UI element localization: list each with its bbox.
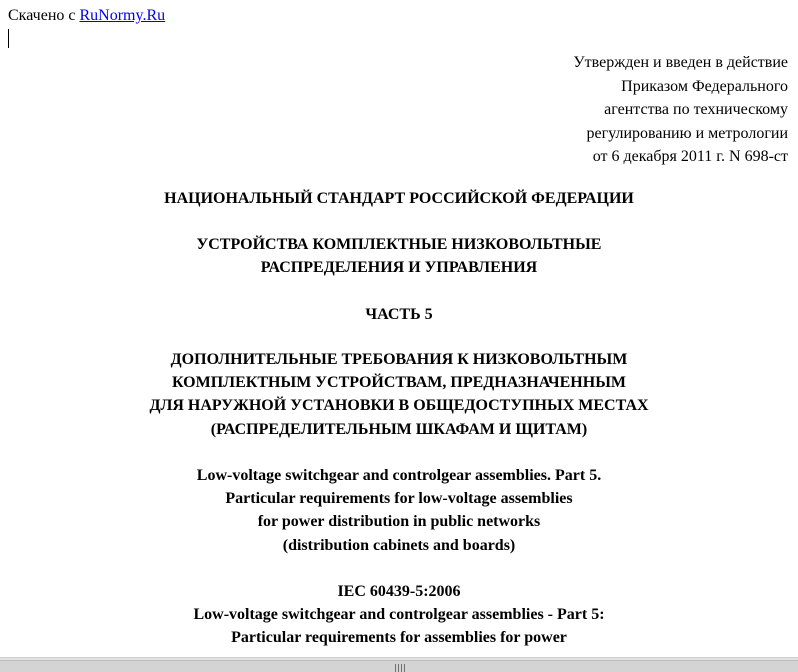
downloaded-from-line bbox=[8, 6, 165, 26]
product-title-line: РАСПРЕДЕЛЕНИЯ И УПРАВЛЕНИЯ bbox=[260, 259, 538, 277]
additional-title-line: КОМПЛЕКТНЫМ УСТРОЙСТВАМ, ПРЕДНАЗНАЧЕННЫМ bbox=[171, 374, 627, 392]
english-title-line: for power distribution in public networks bbox=[257, 513, 541, 531]
product-title bbox=[0, 233, 798, 279]
runormy-link[interactable]: RuNormy.Ru bbox=[79, 7, 166, 24]
english-title bbox=[0, 464, 798, 557]
additional-title-line: (РАСПРЕДЕЛИТЕЛЬНЫМ ШКАФАМ И ЩИТАМ) bbox=[210, 420, 588, 438]
grip-icon bbox=[395, 664, 405, 672]
iec-title bbox=[0, 603, 798, 649]
iec-title-line: Low-voltage switchgear and controlgear assemblies - Part 5: bbox=[193, 606, 605, 623]
iec-code bbox=[0, 580, 798, 603]
additional-title-line: ДЛЯ НАРУЖНОЙ УСТАНОВКИ В ОБЩЕДОСТУПНЫХ МЕСТАХ bbox=[149, 397, 649, 415]
part-title bbox=[0, 303, 798, 326]
additional-requirements-title bbox=[0, 348, 798, 441]
national-standard-title-text: НАЦИОНАЛЬНЫЙ СТАНДАРТ РОССИЙСКОЙ ФЕДЕРАЦИИ bbox=[164, 190, 634, 207]
approval-line: от 6 декабря 2011 г. N 698-ст bbox=[592, 148, 788, 165]
downloaded-prefix: Скачено с bbox=[8, 7, 76, 24]
national-standard-title bbox=[0, 187, 798, 210]
part-title-text: ЧАСТЬ 5 bbox=[365, 306, 433, 323]
approval-block bbox=[448, 51, 788, 169]
approval-line: агентства по техническому bbox=[604, 101, 788, 118]
english-title-line: Particular requirements for low-voltage assemblies bbox=[225, 490, 573, 508]
product-title-line: УСТРОЙСТВА КОМПЛЕКТНЫЕ НИЗКОВОЛЬТНЫЕ bbox=[196, 236, 602, 253]
approval-line: регулированию и метрологии bbox=[586, 124, 788, 142]
approval-line: Утвержден и введен в действие bbox=[573, 54, 788, 71]
scrollbar-thumb[interactable] bbox=[0, 660, 798, 672]
english-title-line: Low-voltage switchgear and controlgear assemblies. Part 5. bbox=[196, 467, 602, 484]
english-title-line: (distribution cabinets and boards) bbox=[282, 536, 516, 554]
iec-title-line: Particular requirements for assemblies for power bbox=[231, 629, 567, 647]
additional-title-line: ДОПОЛНИТЕЛЬНЫЕ ТРЕБОВАНИЯ К НИЗКОВОЛЬТНЫМ bbox=[170, 351, 628, 368]
iec-code-text: IEC 60439-5:2006 bbox=[337, 583, 461, 600]
text-cursor bbox=[8, 29, 9, 48]
approval-line: Приказом Федерального bbox=[621, 77, 788, 95]
horizontal-scrollbar[interactable] bbox=[0, 657, 798, 672]
